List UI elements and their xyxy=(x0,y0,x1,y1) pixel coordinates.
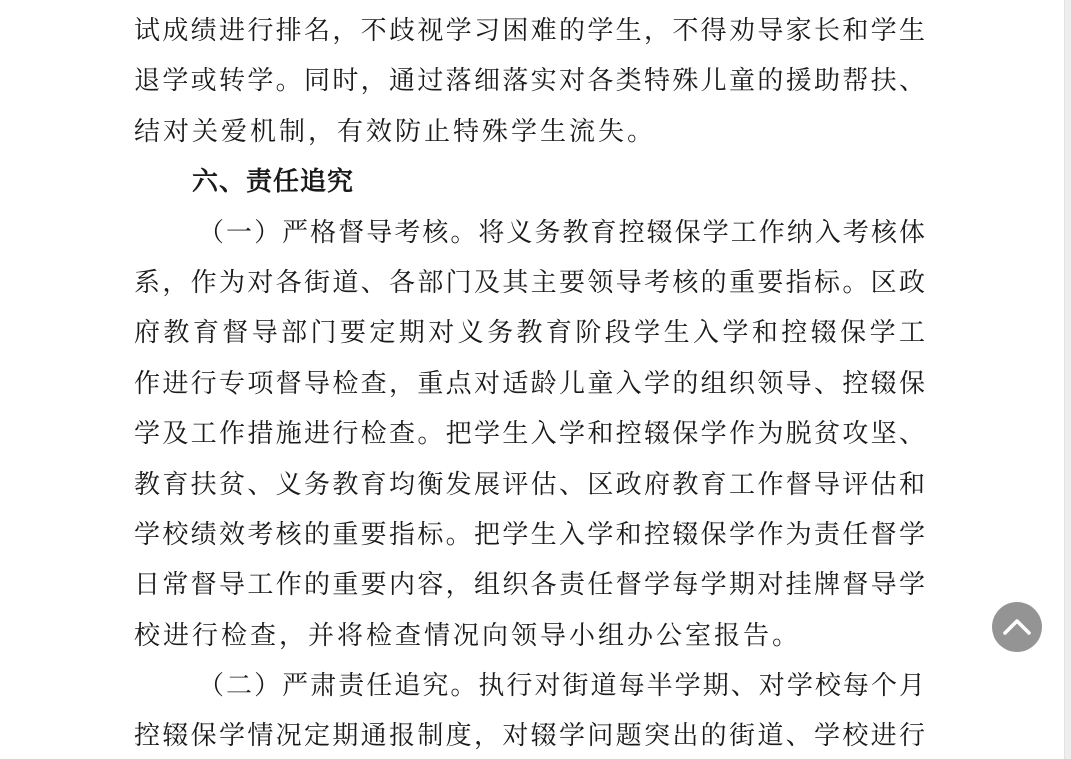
paragraph-line: 学校绩效考核的重要指标。把学生入学和控辍保学作为责任督学 xyxy=(134,519,926,550)
paragraph-line: 作进行专项督导检查，重点对适龄儿童入学的组织领导、控辍保 xyxy=(134,368,926,399)
paragraph-line: （二）严肃责任追究。执行对街道每半学期、对学校每个月 xyxy=(198,671,926,702)
paragraph-line: （一）严格督导考核。将义务教育控辍保学工作纳入考核体 xyxy=(198,217,926,248)
section-heading: 六、责任追究 xyxy=(192,167,355,198)
paragraph-line: 学及工作措施进行检查。把学生入学和控辍保学作为脱贫攻坚、 xyxy=(134,419,926,450)
paragraph-line: 校进行检查，并将检查情况向领导小组办公室报告。 xyxy=(134,620,802,651)
paragraph-line: 府教育督导部门要定期对义务教育阶段学生入学和控辍保学工 xyxy=(134,318,926,349)
paragraph-line: 系，作为对各街道、各部门及其主要领导考核的重要指标。区政 xyxy=(134,267,926,298)
chevron-up-icon xyxy=(992,602,1042,652)
page-edge xyxy=(1064,0,1071,759)
paragraph-line: 结对关爱机制，有效防止特殊学生流失。 xyxy=(134,116,657,147)
paragraph-line: 教育扶贫、义务教育均衡发展评估、区政府教育工作督导评估和 xyxy=(134,469,926,500)
paragraph-line: 日常督导工作的重要内容，组织各责任督学每学期对挂牌督导学 xyxy=(134,570,926,601)
paragraph-line: 控辍保学情况定期通报制度，对辍学问题突出的街道、学校进行 xyxy=(134,721,926,752)
scroll-to-top-button[interactable] xyxy=(992,602,1042,652)
paragraph-line: 试成绩进行排名，不歧视学习困难的学生，不得劝导家长和学生 xyxy=(134,16,926,46)
document-body xyxy=(134,6,926,759)
paragraph-line: 退学或转学。同时，通过落细落实对各类特殊儿童的援助帮扶、 xyxy=(134,66,926,97)
